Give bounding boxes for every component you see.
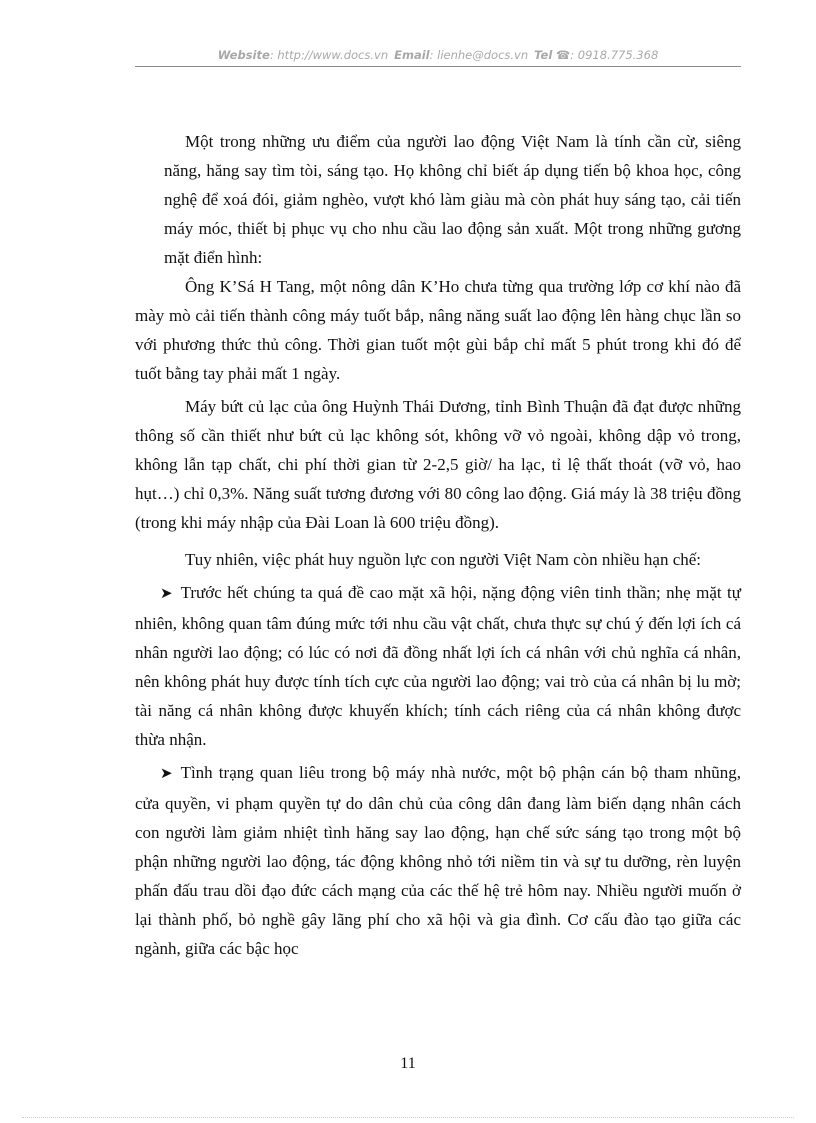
bullet-text: Tình trạng quan liêu trong bộ máy nhà nước, một bộ phận cán bộ tham nhũng, cửa quyền, vi phạm quyền tự do dân chủ của công dân đang làm biến dạng nhân cách con người làm giảm nhiệt tình hăng say lao động, hạn chế sức sáng tạo trong một bộ phận những người lao động, tác động không nhỏ tới niềm tin và sự tu dưỡng, rèn luyện phấn đấu trau dồi đạo đức cách mạng của các thế hệ trẻ hôm nay. Nhiều người muốn ở lại thành phố, bỏ nghề gây lãng phí cho xã hội và gia đình. Cơ cấu đào tạo giữa các ngành, giữa các bậc học bbox=[135, 763, 741, 958]
bullet-item bbox=[135, 578, 741, 754]
website-value: : http://www.docs.vn bbox=[269, 48, 389, 62]
tel-value: : 0918.775.368 bbox=[570, 48, 659, 62]
phone-icon: ☎ bbox=[555, 48, 571, 62]
document-body bbox=[135, 127, 741, 963]
bullet-item bbox=[135, 758, 741, 963]
paragraph-example-huynh: Máy bứt củ lạc của ông Huỳnh Thái Dương, tỉnh Bình Thuận đã đạt được những thông số cần thiết như bứt củ lạc không sót, không vỡ vỏ ngoài, không dập vỏ trong, không lẫn tạp chất, chi phí thời gian từ 2-2,5 giờ/ ha lạc, tỉ lệ thất thoát (vỡ vỏ, hao hụt…) chỉ 0,3%. Năng suất tương đương với 80 công lao động. Giá máy là 38 triệu đồng (trong khi máy nhập của Đài Loan là 600 triệu đồng). bbox=[135, 397, 741, 532]
email-value: : lienhe@docs.vn bbox=[429, 48, 529, 62]
paragraph-intro: Một trong những ưu điểm của người lao động Việt Nam là tính cần cừ, siêng năng, hăng say tìm tòi, sáng tạo. Họ không chỉ biết áp dụng tiến bộ khoa học, công nghệ để xoá đói, giảm nghèo, vượt khó làm giàu mà còn phát huy sáng tạo, cải tiến máy móc, thiết bị phục vụ cho nhu cầu lao động sản xuất. Một trong những gương mặt điển hình: bbox=[164, 132, 741, 267]
page-header bbox=[135, 44, 741, 67]
arrow-bullet-icon: ➤ bbox=[160, 586, 173, 602]
bullet-text: Trước hết chúng ta quá đề cao mặt xã hội, nặng động viên tinh thần; nhẹ mặt tự nhiên, không quan tâm đúng mức tới nhu cầu vật chất, chưa thực sự chú ý đến lợi ích cá nhân người lao động; có lúc có nơi đã đồng nhất lợi ích cá nhân với chủ nghĩa cá nhân, nên không phát huy được tính tích cực của người lao động; vai trò của cá nhân bị lu mờ; tài năng cá nhân không được khuyến khích; tính cách riêng của cá nhân không được thừa nhận. bbox=[135, 583, 741, 749]
arrow-bullet-icon: ➤ bbox=[160, 766, 173, 782]
footer-divider bbox=[22, 1117, 794, 1118]
page-number: 11 bbox=[400, 1055, 416, 1072]
paragraph-limitations: Tuy nhiên, việc phát huy nguồn lực con người Việt Nam còn nhiều hạn chế: bbox=[185, 550, 702, 569]
website-label: Website bbox=[217, 48, 270, 62]
email-label: Email bbox=[394, 48, 430, 62]
tel-label: Tel bbox=[534, 48, 553, 62]
paragraph-example-ksa: Ông K’Sá H Tang, một nông dân K’Ho chưa từng qua trường lớp cơ khí nào đã mày mò cải tiến thành công máy tuốt bắp, nâng năng suất lao động lên hàng chục lần so với phương thức thủ công. Thời gian tuốt một gùi bắp chỉ mất 5 phút trong khi đó để tuốt bằng tay phải mất 1 ngày. bbox=[135, 277, 741, 383]
